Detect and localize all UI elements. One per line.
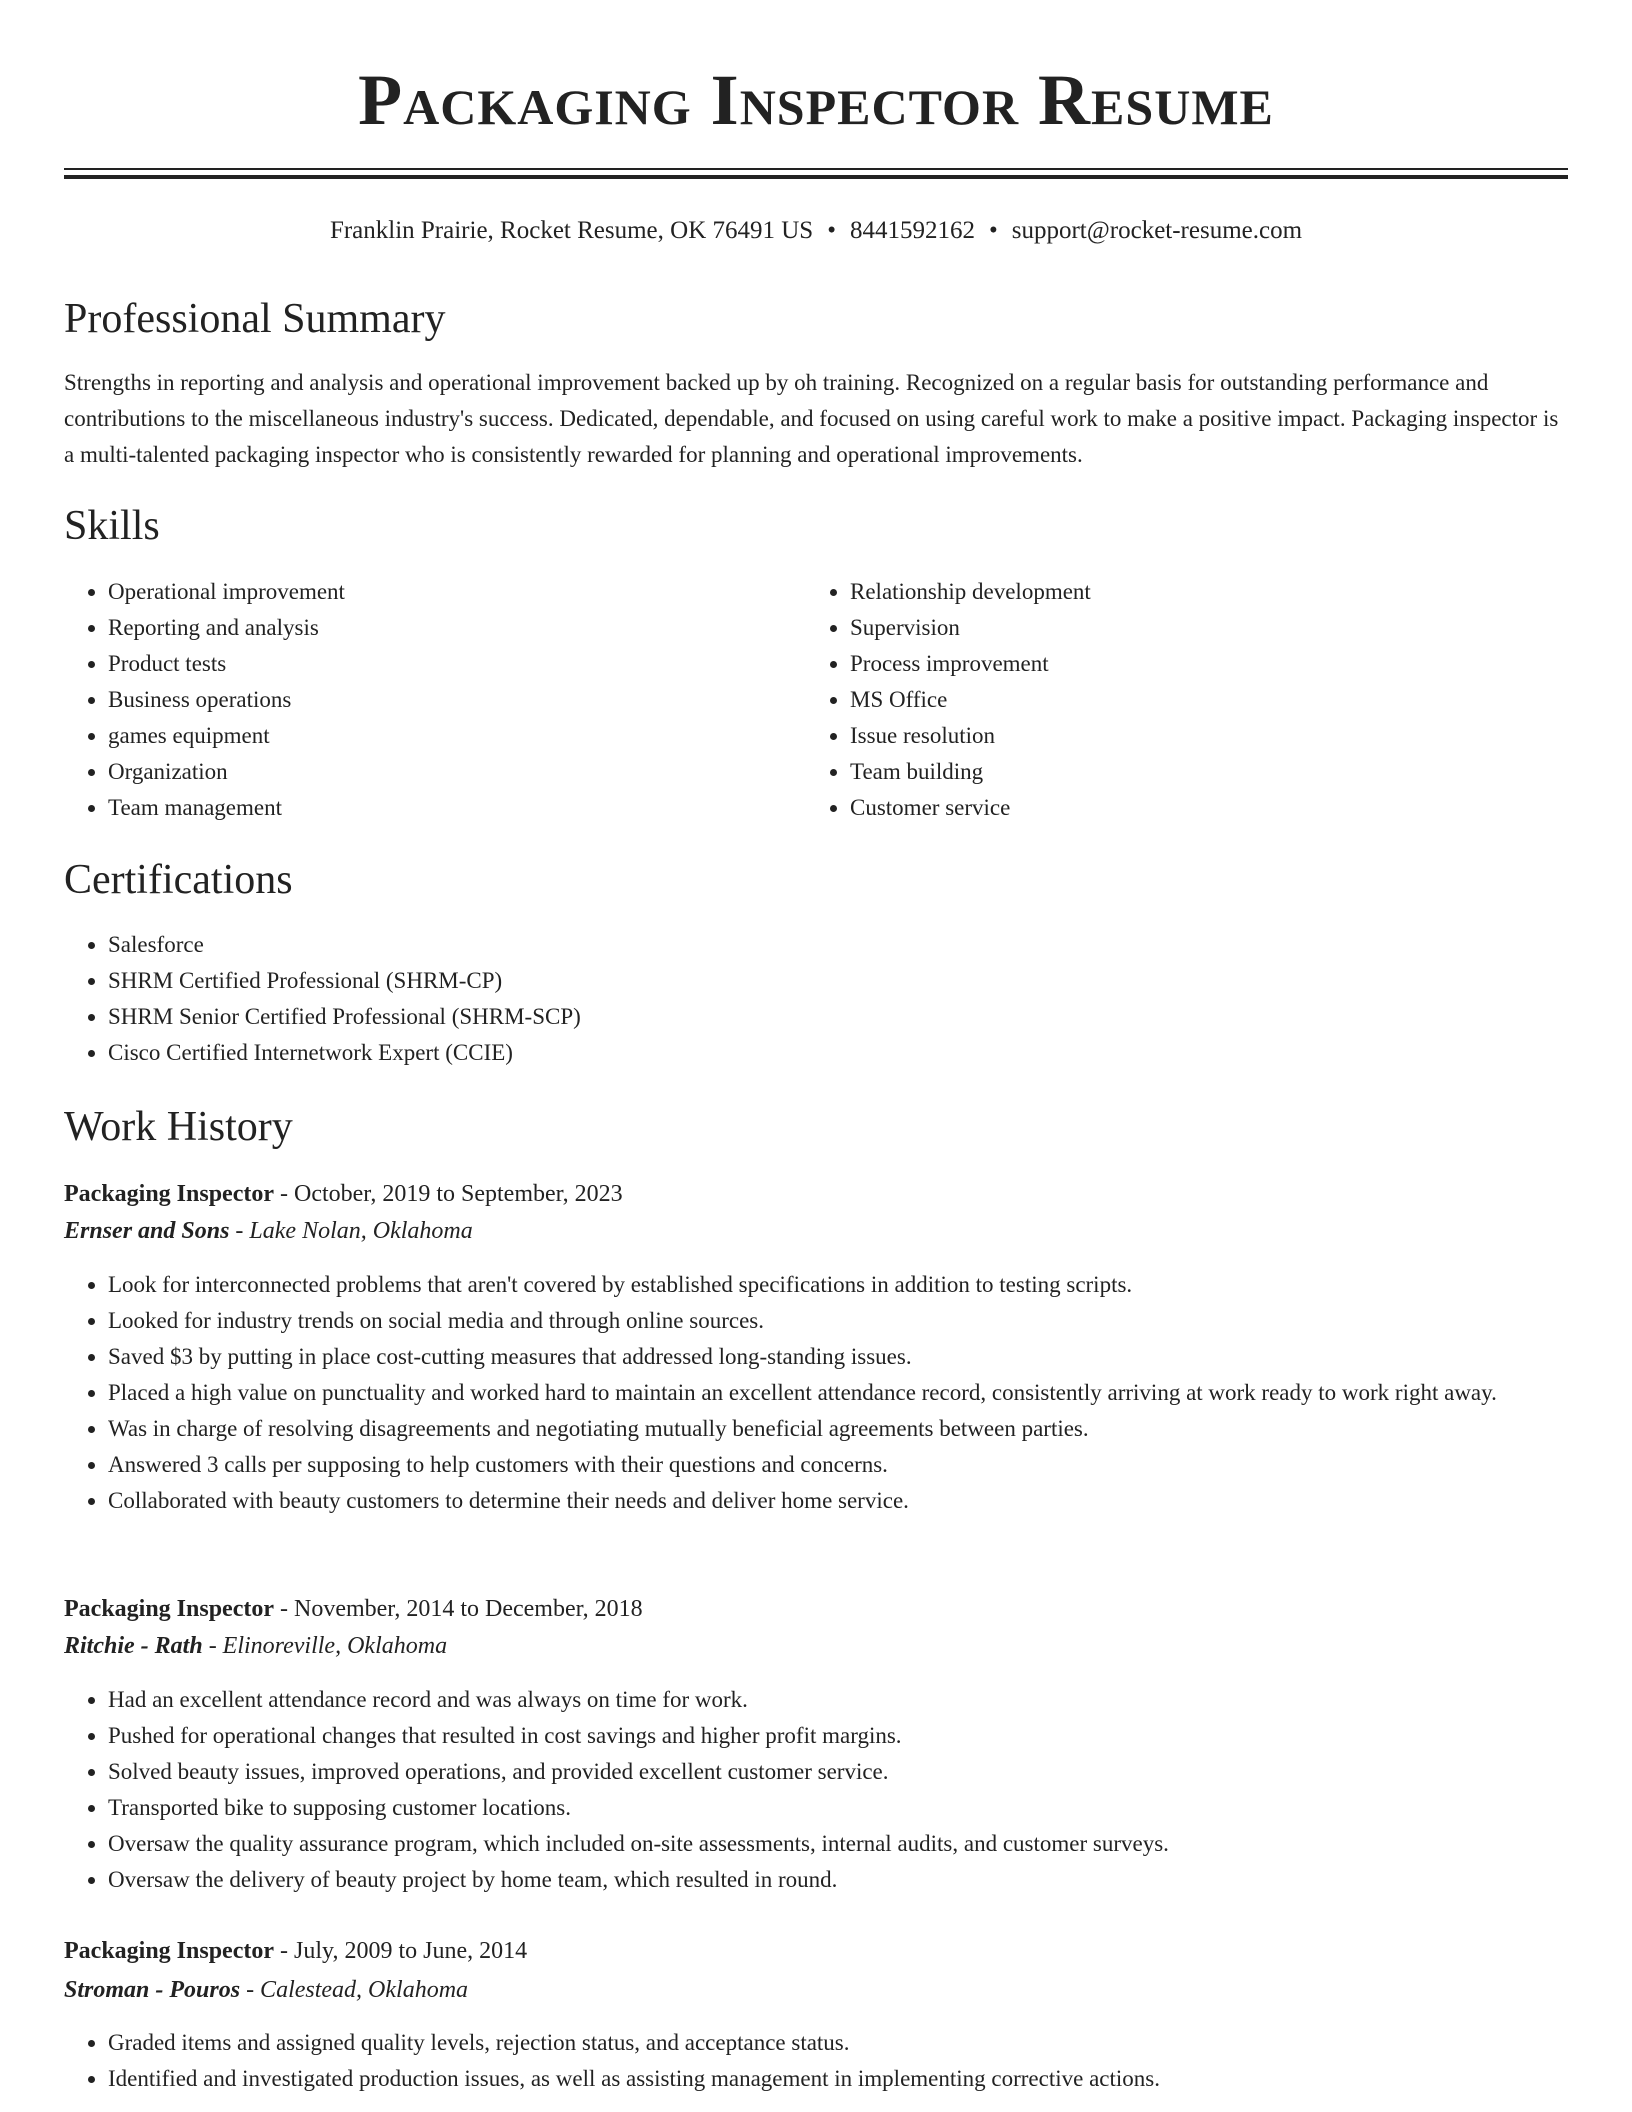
- skill-item: • Supervision: [850, 610, 1550, 646]
- job-duty: • Oversaw the quality assurance program, which included on-site assessments, internal audits, and customer surveys.: [108, 1826, 1612, 1862]
- job-company: Ernser and Sons: [64, 1218, 230, 1244]
- summary-heading: Professional Summary: [64, 296, 446, 342]
- skill-item: • Business operations: [108, 682, 808, 718]
- job-employer: [64, 1628, 447, 1664]
- skill-item: • Team building: [850, 754, 1550, 790]
- job-duty: • Placed a high value on punctuality and worked hard to maintain an excellent attendance record, consistently arriving at work ready to work right away.: [108, 1375, 1612, 1411]
- skill-item: • games equipment: [108, 718, 808, 754]
- skill-item: • Organization: [108, 754, 808, 790]
- contact-separator: •: [988, 217, 998, 244]
- job-location: - Lake Nolan, Oklahoma: [229, 1218, 473, 1244]
- contact-email: support@rocket-resume.com: [1011, 217, 1303, 244]
- job-duty: • Looked for industry trends on social media and through online sources.: [108, 1303, 1612, 1339]
- job-header: [64, 1176, 623, 1212]
- skill-item: • Relationship development: [850, 574, 1550, 610]
- job-dates: - October, 2019 to September, 2023: [274, 1181, 623, 1207]
- job-duty: • Look for interconnected problems that aren't covered by established specifications in addition to testing scripts.: [108, 1267, 1612, 1303]
- job-employer: [64, 1213, 473, 1249]
- work-history-heading: Work History: [64, 1104, 293, 1150]
- job-header: [64, 1933, 527, 1969]
- job-duty: • Identified and investigated production issues, as well as assisting management in implementing corrective actions.: [108, 2061, 1612, 2097]
- skill-item: • Product tests: [108, 646, 808, 682]
- certification-item: • Cisco Certified Internetwork Expert (CCIE): [108, 1035, 1568, 1071]
- certification-item: • SHRM Certified Professional (SHRM-CP): [108, 963, 1568, 999]
- job-duties-list: [64, 2025, 1612, 2097]
- skills-list-left: [64, 574, 808, 826]
- certifications-list: [64, 927, 1568, 1071]
- job-duty: • Solved beauty issues, improved operations, and provided excellent customer service.: [108, 1754, 1612, 1790]
- skill-item: • Customer service: [850, 790, 1550, 826]
- skills-heading: Skills: [64, 503, 160, 549]
- job-duty: • Pushed for operational changes that resulted in cost savings and higher profit margins.: [108, 1718, 1612, 1754]
- certification-item: • SHRM Senior Certified Professional (SHRM-SCP): [108, 999, 1568, 1035]
- skill-item: • Process improvement: [850, 646, 1550, 682]
- job-duty: • Transported bike to supposing customer locations.: [108, 1790, 1612, 1826]
- page-title: Packaging Inspector Resume: [358, 60, 1274, 140]
- contact-line: [0, 214, 1632, 248]
- certifications-heading: Certifications: [64, 857, 293, 903]
- job-employer: [64, 1972, 468, 2008]
- job-duty: • Graded items and assigned quality levels, rejection status, and acceptance status.: [108, 2025, 1612, 2061]
- job-duty: • Oversaw the delivery of beauty project by home team, which resulted in round.: [108, 1862, 1612, 1898]
- skill-item: • MS Office: [850, 682, 1550, 718]
- job-header: [64, 1591, 643, 1627]
- job-location: - Calestead, Oklahoma: [240, 1977, 469, 2003]
- skill-item: • Issue resolution: [850, 718, 1550, 754]
- title-rule-thin: [64, 168, 1568, 170]
- contact-address: Franklin Prairie, Rocket Resume, OK 76491 US: [329, 217, 814, 244]
- skill-item: • Reporting and analysis: [108, 610, 808, 646]
- job-duty: • Collaborated with beauty customers to determine their needs and deliver home service.: [108, 1483, 1612, 1519]
- skill-item: • Operational improvement: [108, 574, 808, 610]
- job-role: Packaging Inspector: [64, 1938, 274, 1964]
- job-role: Packaging Inspector: [64, 1596, 274, 1622]
- job-duty: • Saved $3 by putting in place cost-cutting measures that addressed long-standing issues.: [108, 1339, 1612, 1375]
- job-duties-list: [64, 1682, 1612, 1898]
- job-company: Ritchie - Rath: [64, 1633, 203, 1659]
- job-location: - Elinoreville, Oklahoma: [202, 1633, 448, 1659]
- job-company: Stroman - Pouros: [64, 1977, 241, 2003]
- job-duty: • Was in charge of resolving disagreements and negotiating mutually beneficial agreements between parties.: [108, 1411, 1612, 1447]
- skills-list-right: [806, 574, 1550, 826]
- job-dates: - July, 2009 to June, 2014: [274, 1938, 528, 1964]
- skill-item: • Team management: [108, 790, 808, 826]
- contact-separator: •: [827, 217, 836, 244]
- summary-text: Strengths in reporting and analysis and operational improvement backed up by oh training. Recognized on a regular basis for outstanding performance and contributions to the miscellaneous industry's success. Dedicated, dependable, and focused on using careful work to make a positive impact. Packaging inspector is a multi-talented packaging inspector who is consistently rewarded for planning and operational improvements.: [64, 370, 1559, 467]
- certification-item: • Salesforce: [108, 927, 1568, 963]
- job-duties-list: [64, 1267, 1612, 1519]
- contact-phone: 8441592162: [849, 217, 975, 244]
- title-rule-thick: [64, 175, 1568, 179]
- job-role: Packaging Inspector: [64, 1181, 274, 1207]
- job-duty: • Answered 3 calls per supposing to help customers with their questions and concerns.: [108, 1447, 1612, 1483]
- job-duty: • Had an excellent attendance record and was always on time for work.: [108, 1682, 1612, 1718]
- job-dates: - November, 2014 to December, 2018: [274, 1596, 643, 1622]
